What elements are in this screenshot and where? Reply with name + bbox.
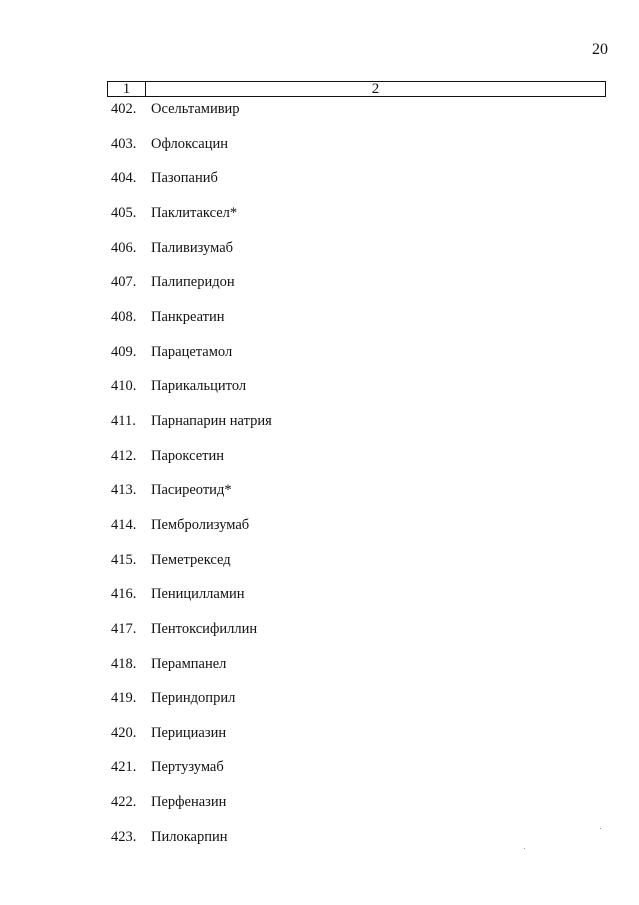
item-number: 406. [111, 239, 137, 256]
list-item [111, 308, 639, 343]
item-number: 413. [111, 482, 137, 499]
list-item [111, 828, 639, 863]
list-item [111, 620, 639, 655]
list-item [111, 412, 639, 447]
item-number: 419. [111, 690, 137, 707]
item-number: 422. [111, 794, 137, 811]
list-item [111, 585, 639, 620]
item-name: Пембролизумаб [151, 516, 250, 533]
item-name: Осельтамивир [151, 101, 240, 117]
list-item [111, 169, 639, 204]
item-name: Панкреатин [151, 308, 225, 325]
list-item [111, 655, 639, 690]
scan-speck [600, 828, 601, 829]
drug-list [111, 100, 639, 862]
item-name: Периндоприл [151, 690, 236, 707]
table-header-col-2: 2 [371, 81, 380, 97]
item-number: 420. [111, 724, 137, 741]
list-item [111, 135, 639, 170]
item-name: Парикальцитол [151, 378, 247, 395]
list-item [111, 551, 639, 586]
list-item [111, 343, 639, 378]
list-item [111, 758, 639, 793]
item-name: Паклитаксел* [151, 204, 238, 221]
list-item [111, 273, 639, 308]
table-header [107, 81, 606, 97]
item-name: Перампанел [151, 655, 227, 672]
item-name: Пертузумаб [151, 759, 224, 776]
item-name: Офлоксацин [151, 135, 229, 152]
item-number: 415. [111, 551, 137, 568]
item-name: Пеницилламин [151, 586, 245, 603]
item-number: 411. [111, 412, 136, 429]
list-item [111, 100, 639, 135]
item-name: Парацетамол [151, 343, 233, 360]
item-number: 417. [111, 620, 137, 637]
item-name: Пилокарпин [151, 828, 228, 845]
list-item [111, 516, 639, 551]
table-header-col-1: 1 [108, 82, 146, 96]
item-name: Пароксетин [151, 447, 224, 464]
item-name: Парнапарин натрия [151, 412, 272, 429]
item-name: Паливизумаб [151, 239, 234, 256]
list-item [111, 689, 639, 724]
item-number: 402. [111, 101, 137, 117]
list-item [111, 481, 639, 516]
item-number: 423. [111, 828, 137, 845]
list-item [111, 377, 639, 412]
item-number: 403. [111, 135, 137, 152]
item-number: 404. [111, 170, 137, 187]
item-name: Перициазин [151, 724, 227, 741]
list-item [111, 239, 639, 274]
item-number: 405. [111, 204, 137, 221]
list-item [111, 724, 639, 759]
item-number: 409. [111, 343, 137, 360]
list-item [111, 447, 639, 482]
item-number: 407. [111, 274, 137, 291]
item-number: 410. [111, 378, 137, 395]
item-name: Перфеназин [151, 794, 227, 811]
item-name: Палиперидон [151, 274, 235, 291]
item-number: 414. [111, 516, 137, 533]
item-number: 408. [111, 308, 137, 325]
page-number: 20 [592, 41, 608, 58]
list-item [111, 793, 639, 828]
item-name: Пентоксифиллин [151, 620, 258, 637]
scan-speck [524, 848, 525, 849]
list-item [111, 204, 639, 239]
item-name: Пеметрексед [151, 551, 231, 568]
item-name: Пасиреотид* [151, 482, 232, 499]
item-name: Пазопаниб [151, 170, 218, 187]
item-number: 418. [111, 655, 137, 672]
item-number: 421. [111, 759, 137, 776]
item-number: 416. [111, 586, 137, 603]
item-number: 412. [111, 447, 137, 464]
